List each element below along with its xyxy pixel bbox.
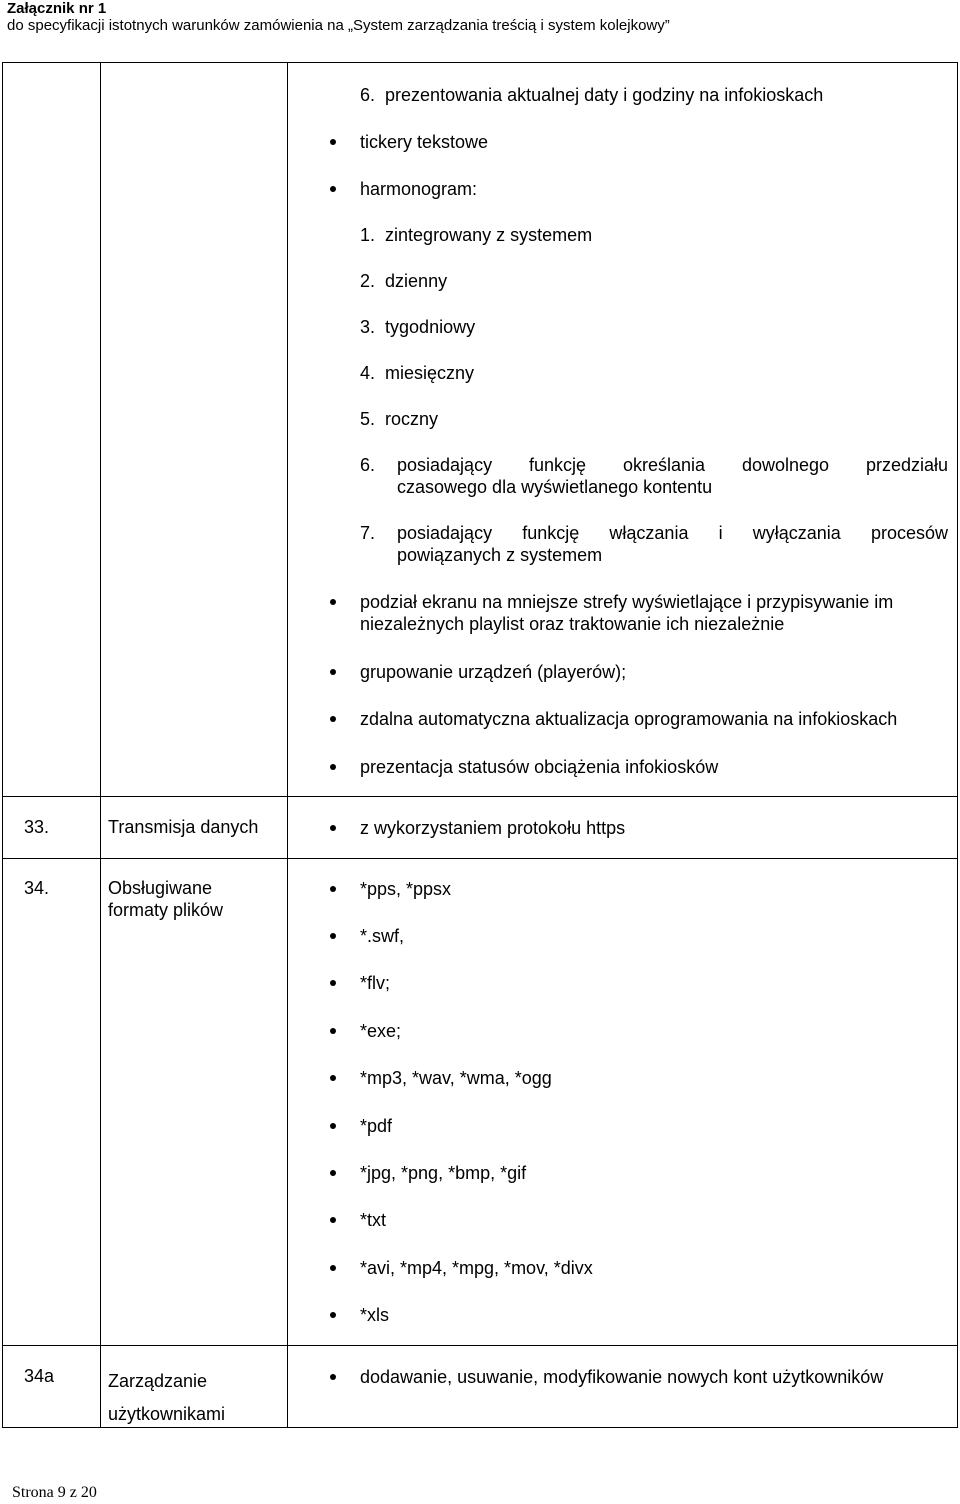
row-name xyxy=(108,1365,225,1431)
item-7-text xyxy=(397,522,948,566)
bullet-icon xyxy=(330,764,336,770)
schedule-item xyxy=(360,270,447,292)
item-text-line: powiązanych z systemem xyxy=(397,545,603,565)
item-number: 4. xyxy=(360,363,376,383)
item-number: 7. xyxy=(360,523,376,543)
bullet-icon xyxy=(330,1217,336,1223)
bullet-icon xyxy=(330,886,336,892)
numbered-item xyxy=(360,84,823,106)
bullet-icon xyxy=(330,716,336,722)
specification-table xyxy=(2,62,958,1428)
schedule-item xyxy=(360,408,438,430)
item-number: 1. xyxy=(360,225,376,245)
item-text: dzienny xyxy=(385,271,448,291)
item-text: roczny xyxy=(385,409,439,429)
item-text: zintegrowany z systemem xyxy=(385,225,593,245)
format-item: *avi, *mp4, *mpg, *mov, *divx xyxy=(360,1258,593,1278)
bullet-icon xyxy=(330,1265,336,1271)
row-name: Transmisja danych xyxy=(108,817,259,837)
item-text: tygodniowy xyxy=(385,317,476,337)
bullet-icon xyxy=(330,1028,336,1034)
bullet-icon xyxy=(330,933,336,939)
format-item: *pps, *ppsx xyxy=(360,879,452,899)
item-number: 6. xyxy=(360,455,376,475)
row-divider xyxy=(3,858,957,859)
format-item: *jpg, *png, *bmp, *gif xyxy=(360,1163,527,1183)
schedule-item xyxy=(360,362,474,384)
item-text-line: niezależnych playlist oraz traktowanie ich niezależnie xyxy=(360,614,785,634)
bullet-item: zdalna automatyczna aktualizacja oprogramowania na infokioskach xyxy=(360,709,898,729)
bullet-item: tickery tekstowe xyxy=(360,132,489,152)
item-text-line: podział ekranu na mniejsze strefy wyświetlające i przypisywanie im xyxy=(360,592,894,612)
row-name-line: Obsługiwane xyxy=(108,878,213,898)
bullet-icon xyxy=(330,139,336,145)
format-item: *exe; xyxy=(360,1021,402,1041)
page-number: Strona 9 z 20 xyxy=(12,1484,97,1501)
item-text-line: posiadający funkcję włączania i wyłączania procesów xyxy=(397,523,948,543)
bullet-item xyxy=(360,591,893,635)
item-number: 3. xyxy=(360,317,376,337)
attachment-subtitle: do specyfikacji istotnych warunków zamówienia na „System zarządzania treścią i system kolejkowy” xyxy=(7,17,670,34)
bullet-item: harmonogram: xyxy=(360,179,478,199)
row-number: 34a xyxy=(24,1366,55,1386)
item-6-text xyxy=(397,454,948,498)
item-number: 5. xyxy=(360,409,376,429)
format-item: *.swf, xyxy=(360,926,405,946)
format-item: *flv; xyxy=(360,973,391,993)
row-name-line: Zarządzanie xyxy=(108,1371,208,1391)
bullet-icon xyxy=(330,1075,336,1081)
attachment-title: Załącznik nr 1 xyxy=(7,0,107,17)
format-item: *txt xyxy=(360,1210,387,1230)
row-name-line: formaty plików xyxy=(108,900,224,920)
format-item: *mp3, *wav, *wma, *ogg xyxy=(360,1068,552,1088)
bullet-icon xyxy=(330,599,336,605)
schedule-item xyxy=(360,224,592,246)
bullet-icon xyxy=(330,1312,336,1318)
row-number: 33. xyxy=(24,817,50,837)
column-divider xyxy=(100,63,101,1427)
bullet-item: z wykorzystaniem protokołu https xyxy=(360,818,626,838)
item-text-line: posiadający funkcję określania dowolnego przedziału xyxy=(397,455,948,475)
bullet-icon xyxy=(330,186,336,192)
row-number: 34. xyxy=(24,878,50,898)
row-name xyxy=(108,877,223,921)
bullet-icon xyxy=(330,1374,336,1380)
bullet-icon xyxy=(330,980,336,986)
row-divider xyxy=(3,796,957,797)
bullet-icon xyxy=(330,669,336,675)
item-text-line: czasowego dla wyświetlanego kontentu xyxy=(397,477,713,497)
item-text: miesięczny xyxy=(385,363,475,383)
format-item: *pdf xyxy=(360,1116,393,1136)
item-number: 6. xyxy=(360,85,376,105)
bullet-item: dodawanie, usuwanie, modyfikowanie nowych kont użytkowników xyxy=(360,1367,884,1387)
row-divider xyxy=(3,1345,957,1346)
item-number: 2. xyxy=(360,271,376,291)
bullet-item: prezentacja statusów obciążenia infokiosków xyxy=(360,757,719,777)
schedule-item xyxy=(360,316,475,338)
column-divider xyxy=(287,63,288,1427)
document-header xyxy=(7,0,670,35)
format-item: *xls xyxy=(360,1305,390,1325)
bullet-icon xyxy=(330,1123,336,1129)
row-name-line: użytkownikami xyxy=(108,1404,226,1424)
bullet-item: grupowanie urządzeń (playerów); xyxy=(360,662,627,682)
item-text: prezentowania aktualnej daty i godziny na infokioskach xyxy=(385,85,824,105)
bullet-icon xyxy=(330,1170,336,1176)
bullet-icon xyxy=(330,825,336,831)
